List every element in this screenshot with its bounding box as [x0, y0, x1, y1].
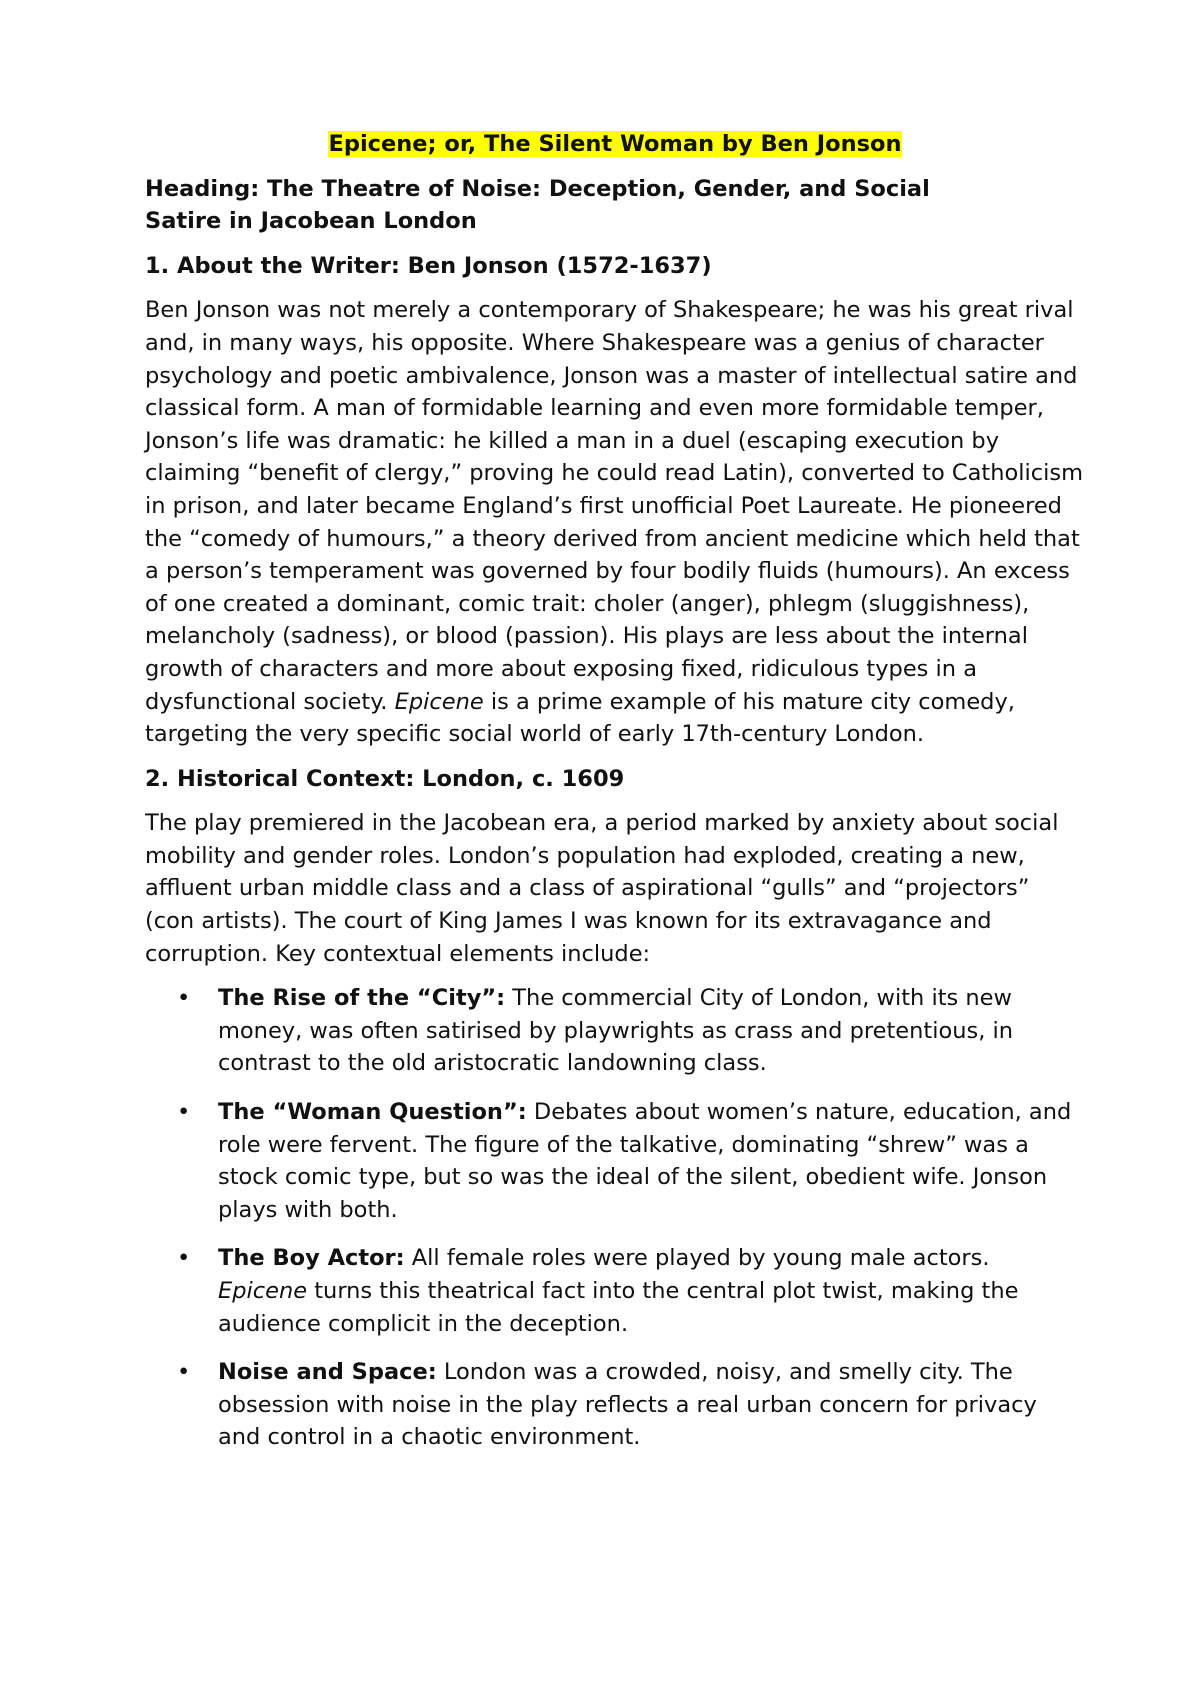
bullet-text-b: turns this theatrical fact into the central plot twist, making the audience complicit in the deception. [218, 1278, 1019, 1337]
bullet-label: The Rise of the “City”: [218, 985, 506, 1012]
section-1-paragraph [145, 294, 1085, 750]
bullet-italic-title: Epicene [218, 1278, 308, 1304]
bullet-label: Noise and Space: [218, 1359, 437, 1386]
document-page [145, 128, 1085, 1470]
heading-line-1: Heading: The Theatre of Noise: Deception, Gender, and Social [145, 175, 930, 202]
bullet-icon: • [177, 985, 191, 1012]
section-2-heading: 2. Historical Context: London, c. 1609 [145, 765, 625, 792]
list-item [145, 1242, 1085, 1340]
section-2-paragraph: The play premiered in the Jacobean era, a period marked by anxiety about social mobility and gender roles. London’s population had exploded, creating a new, affluent urban middle class and a class of aspirational “gulls” and “projectors” (con artists). The court of King James I was known for its extravagance and corruption. Key contextual elements include: [145, 810, 1059, 967]
title-container [145, 128, 1085, 161]
bullet-icon: • [177, 1099, 191, 1126]
list-item [145, 1356, 1085, 1454]
bullet-label: The “Woman Question”: [218, 1099, 527, 1126]
list-item [145, 982, 1085, 1080]
section-1-text-a: Ben Jonson was not merely a contemporary of Shakespeare; he was his great rival and, in many ways, his opposite. Where Shakespeare was a genius of character psychology and poetic ambivalence, Jonson was a master of intellectual satire and classical form. A man of formidable learning and even more formidable temper, Jonson’s life was dramatic: he killed a man in a duel (escaping execution by claiming “benefit of clergy,” proving he could read Latin), converted to Catholicism in prison, and later became England’s first unofficial Poet Laureate. He pioneered the “comedy of humours,” a theory derived from ancient medicine which held that a person’s temperament was governed by four bodily fluids (humours). An excess of one created a dominant, comic trait: choler (anger), phlegm (sluggishness), melancholy (sadness), or blood (passion). His plays are less about the internal growth of characters and more about exposing fixed, ridiculous types in a dysfunctional society. [145, 297, 1083, 715]
section-1-italic-title: Epicene [394, 688, 484, 715]
bullet-text: Debates about women’s nature, education, and role were fervent. The figure of the talkative, dominating “shrew” was a stock comic type, but so was the ideal of the silent, obedient wife. Jonson plays with both. [218, 1099, 1072, 1223]
bullet-text: The commercial City of London, with its new money, was often satirised by playwrights as crass and pretentious, in contrast to the old aristocratic landowning class. [218, 985, 1014, 1077]
section-1-text-b: is a prime example of his mature city comedy, targeting the very specific social world of early 17th-century London. [145, 688, 1015, 748]
bullet-text: London was a crowded, noisy, and smelly city. The obsession with noise in the play reflects a real urban concern for privacy and control in a chaotic environment. [218, 1359, 1037, 1451]
list-item [145, 1096, 1085, 1226]
heading-line-2: Satire in Jacobean London [145, 208, 477, 235]
bullet-label: The Boy Actor: [218, 1245, 405, 1272]
context-bullet-list [145, 982, 1085, 1454]
bullet-icon: • [177, 1359, 191, 1386]
document-title: Epicene; or, The Silent Woman by Ben Jonson [328, 131, 902, 157]
document-heading [145, 173, 1085, 238]
bullet-icon: • [177, 1245, 191, 1272]
bullet-text-a: All female roles were played by young male actors. [404, 1245, 990, 1272]
section-1-heading: 1. About the Writer: Ben Jonson (1572-1637) [145, 252, 712, 279]
